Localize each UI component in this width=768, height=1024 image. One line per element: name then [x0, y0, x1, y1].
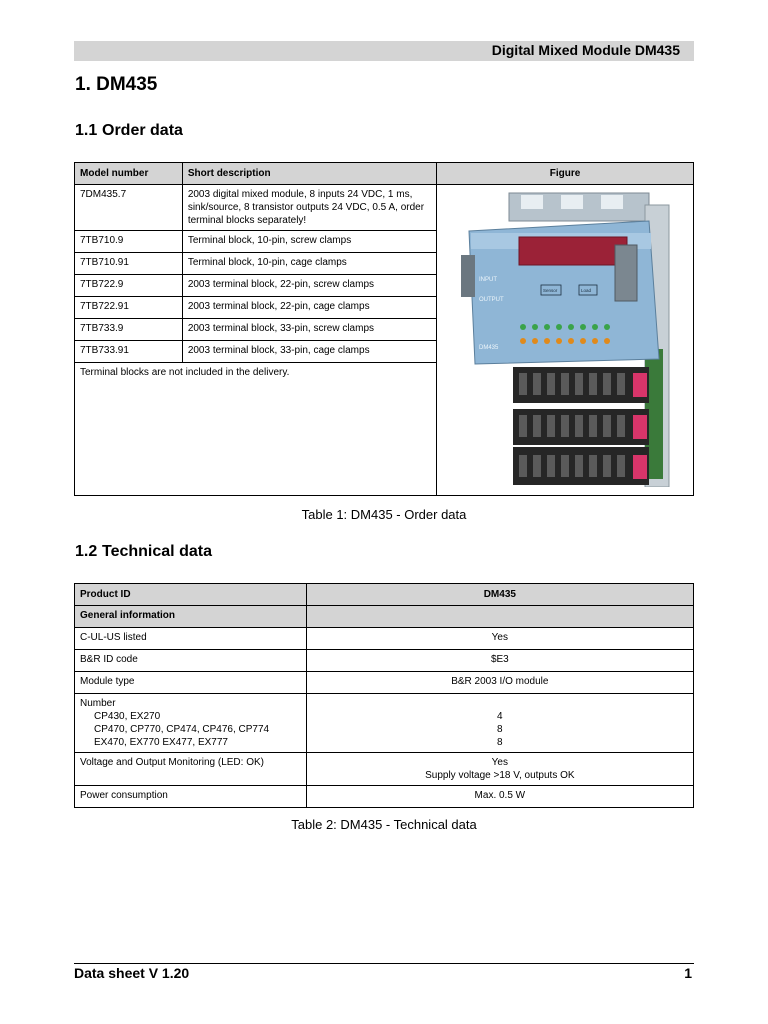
model-number: 7TB722.91 [75, 297, 183, 319]
table-header-row [75, 584, 694, 606]
terminal-blocks [513, 367, 649, 485]
voltage-value: Supply voltage >18 V, outputs OK [425, 770, 575, 781]
page-header-bar [74, 41, 694, 61]
model-number: 7TB722.9 [75, 275, 183, 297]
column-header: Short description [182, 163, 436, 185]
product-id-label: Product ID [75, 584, 307, 606]
section-title: Technical data [102, 543, 212, 560]
table-row [75, 628, 694, 650]
technical-data-table [74, 583, 694, 808]
spec-value: B&R 2003 I/O module [306, 672, 693, 694]
model-number: 7DM435.7 [75, 185, 183, 231]
number-sub-label: CP470, CP770, CP474, CP476, CP774 [94, 724, 270, 735]
table-caption-order: Table 1: DM435 - Order data [301, 507, 467, 522]
spec-label: B&R ID code [75, 650, 307, 672]
short-description: 2003 terminal block, 22-pin, screw clamps [182, 275, 436, 297]
number-sub-label: EX470, EX770 EX477, EX777 [94, 737, 228, 748]
spec-value: Yes [306, 628, 693, 650]
table-row [75, 753, 694, 786]
column-header: Model number [75, 163, 183, 185]
delivery-note: Terminal blocks are not included in the delivery. [75, 363, 437, 496]
section-number: 1.1 [75, 122, 98, 139]
spec-label: Voltage and Output Monitoring (LED: OK) [75, 753, 307, 786]
number-value: 4 [497, 711, 503, 722]
number-sub-label: CP430, EX270 [94, 711, 161, 722]
model-number: 7TB710.9 [75, 231, 183, 253]
section-heading-tech [75, 543, 212, 561]
product-id-value: DM435 [306, 584, 693, 606]
short-description: 2003 digital mixed module, 8 inputs 24 VDC, 1 ms, sink/source, 8 transistor outputs 24 VDC, 0.5 A, order terminal blocks separately! [182, 185, 436, 231]
group-row [75, 606, 694, 628]
table-row [75, 672, 694, 694]
order-data-table [74, 162, 694, 496]
spec-label: Module type [75, 672, 307, 694]
spec-value: $E3 [306, 650, 693, 672]
table-row [75, 786, 694, 808]
footer-version: Data sheet V 1.20 [74, 965, 190, 981]
header-title: Digital Mixed Module DM435 [491, 42, 680, 58]
section-heading-order [75, 122, 183, 140]
spec-value [306, 694, 693, 753]
spec-label: C-UL-US listed [75, 628, 307, 650]
label-output: OUTPUT [479, 297, 504, 303]
short-description: 2003 terminal block, 22-pin, cage clamps [182, 297, 436, 319]
number-value: 8 [497, 724, 503, 735]
short-description: Terminal block, 10-pin, cage clamps [182, 253, 436, 275]
footer-divider [74, 963, 694, 964]
table-row [75, 694, 694, 753]
model-number: 7TB710.91 [75, 253, 183, 275]
table-caption-tech: Table 2: DM435 - Technical data [291, 817, 477, 832]
short-description: Terminal block, 10-pin, screw clamps [182, 231, 436, 253]
short-description: 2003 terminal block, 33-pin, cage clamps [182, 341, 436, 363]
table-row [75, 650, 694, 672]
label-input: INPUT [479, 277, 498, 283]
model-number: 7TB733.91 [75, 341, 183, 363]
table-row [75, 185, 694, 231]
spec-value: Max. 0.5 W [306, 786, 693, 808]
label-load: Load [581, 288, 592, 293]
spec-value [306, 753, 693, 786]
short-description: 2003 terminal block, 33-pin, screw clamps [182, 319, 436, 341]
spec-label: Power consumption [75, 786, 307, 808]
label-sensor: Sensor [543, 288, 558, 293]
figure-cell [437, 185, 694, 496]
column-header: Figure [437, 163, 694, 185]
section-title: Order data [102, 122, 183, 139]
section-number: 1.2 [75, 543, 98, 560]
number-label: Number [80, 698, 116, 709]
voltage-value: Yes [491, 757, 508, 768]
spec-label [75, 694, 307, 753]
model-number: 7TB733.9 [75, 319, 183, 341]
page-number: 1 [684, 965, 692, 981]
table-header-row [75, 163, 694, 185]
group-label: General information [75, 606, 307, 628]
chapter-heading: 1. DM435 [75, 74, 158, 95]
group-value [306, 606, 693, 628]
number-value: 8 [497, 737, 503, 748]
module-photo [449, 189, 681, 487]
label-model: DM435 [479, 345, 499, 351]
